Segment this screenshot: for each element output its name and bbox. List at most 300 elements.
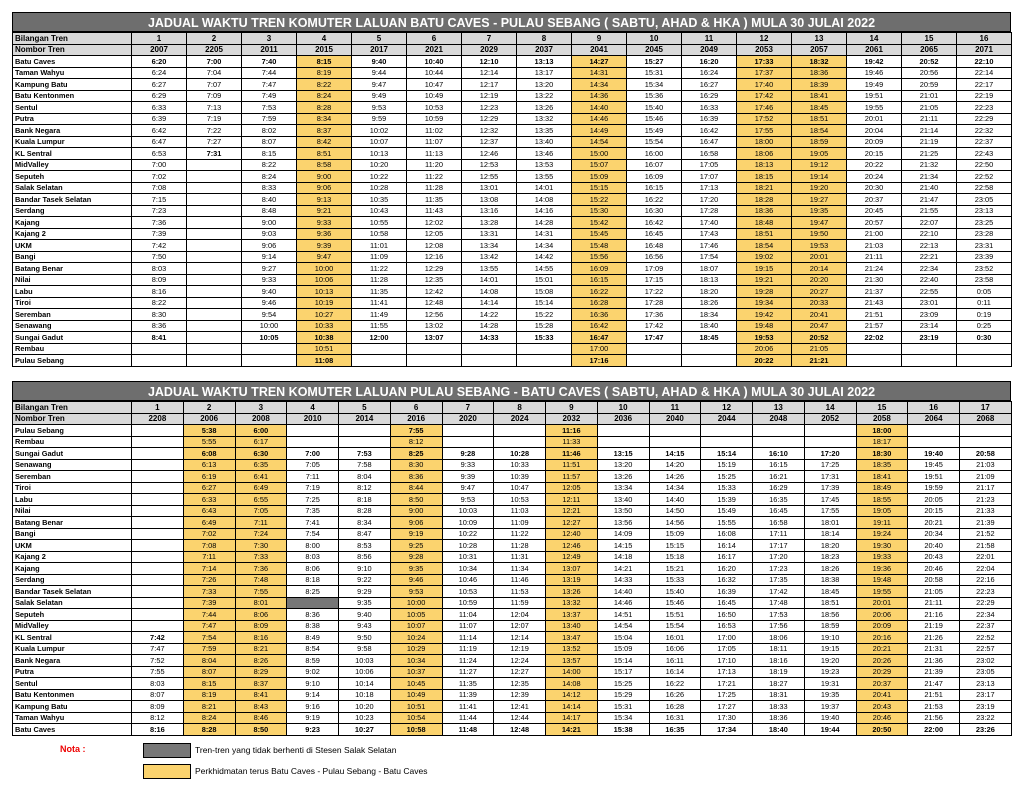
time-cell: 16:28: [572, 297, 627, 309]
time-cell: 9:53: [442, 494, 494, 506]
station-name: Putra: [13, 113, 132, 125]
time-cell: [804, 436, 856, 448]
time-cell: 20:01: [847, 113, 902, 125]
time-cell: 22:01: [960, 551, 1012, 563]
time-cell: 17:55: [804, 505, 856, 517]
time-cell: 16:15: [753, 459, 805, 471]
time-cell: 21:57: [847, 320, 902, 332]
time-cell: 12:02: [407, 217, 462, 229]
time-cell: 15:49: [701, 505, 753, 517]
time-cell: 11:22: [352, 263, 407, 275]
time-cell: 8:40: [242, 194, 297, 206]
time-cell: 7:42: [132, 632, 184, 644]
time-cell: 19:53: [737, 332, 792, 344]
time-cell: 20:26: [856, 655, 908, 667]
station-row: [13, 56, 1012, 68]
grey-swatch: [143, 743, 191, 758]
time-cell: [132, 551, 184, 563]
time-cell: 7:40: [242, 56, 297, 68]
nombor-tren-cell: 2048: [753, 413, 805, 425]
time-cell: 13:26: [517, 102, 572, 114]
time-cell: [132, 459, 184, 471]
time-cell: 16:26: [649, 689, 701, 701]
time-cell: 11:33: [546, 436, 598, 448]
nombor-tren-label: Nombor Tren: [13, 44, 132, 56]
time-cell: 17:16: [572, 355, 627, 367]
time-cell: 11:03: [494, 505, 546, 517]
station-name: Batu Kentonmen: [13, 689, 132, 701]
station-name: UKM: [13, 540, 132, 552]
time-cell: 21:00: [847, 228, 902, 240]
time-cell: 20:41: [856, 689, 908, 701]
time-cell: [187, 320, 242, 332]
nombor-tren-cell: 2068: [960, 413, 1012, 425]
time-cell: 8:12: [132, 712, 184, 724]
time-cell: 10:58: [352, 228, 407, 240]
time-cell: 7:54: [183, 632, 235, 644]
bilangan-tren-cell: 12: [701, 402, 753, 414]
time-cell: 13:22: [517, 90, 572, 102]
bottom-timetable-table: [12, 401, 1012, 736]
station-name: MidValley: [13, 620, 132, 632]
time-cell: 12:55: [462, 171, 517, 183]
time-cell: 15:40: [627, 102, 682, 114]
nombor-tren-cell: 2011: [242, 44, 297, 56]
time-cell: 14:08: [517, 194, 572, 206]
time-cell: 23:05: [960, 666, 1012, 678]
time-cell: 12:19: [462, 90, 517, 102]
time-cell: 14:27: [572, 56, 627, 68]
time-cell: 13:52: [546, 643, 598, 655]
time-cell: 20:21: [856, 643, 908, 655]
station-name: Bandar Tasek Selatan: [13, 194, 132, 206]
time-cell: 16:17: [701, 551, 753, 563]
time-cell: 8:22: [297, 79, 352, 91]
station-row: [13, 712, 1012, 724]
bilangan-tren-cell: 14: [804, 402, 856, 414]
time-cell: 15:33: [649, 574, 701, 586]
station-name: Sungai Gadut: [13, 448, 132, 460]
time-cell: 7:47: [132, 643, 184, 655]
time-cell: 13:53: [517, 159, 572, 171]
time-cell: 21:11: [902, 113, 957, 125]
station-name: Taman Wahyu: [13, 67, 132, 79]
time-cell: 8:04: [339, 471, 391, 483]
time-cell: [132, 540, 184, 552]
time-cell: 19:59: [908, 482, 960, 494]
time-cell: 22:52: [960, 632, 1012, 644]
time-cell: 12:42: [407, 286, 462, 298]
time-cell: 23:52: [957, 263, 1012, 275]
time-cell: 0:30: [957, 332, 1012, 344]
time-cell: 21:40: [902, 182, 957, 194]
time-cell: 15:01: [517, 274, 572, 286]
time-cell: 14:54: [597, 620, 649, 632]
time-cell: 11:39: [442, 689, 494, 701]
station-name: Seputeh: [13, 171, 132, 183]
time-cell: 19:30: [856, 540, 908, 552]
time-cell: 0:25: [957, 320, 1012, 332]
station-row: [13, 609, 1012, 621]
time-cell: 8:19: [183, 689, 235, 701]
time-cell: 23:19: [902, 332, 957, 344]
time-cell: 16:10: [753, 448, 805, 460]
time-cell: [187, 297, 242, 309]
time-cell: [132, 494, 184, 506]
time-cell: 14:08: [462, 286, 517, 298]
time-cell: 21:11: [847, 251, 902, 263]
time-cell: [957, 355, 1012, 367]
time-cell: 10:22: [352, 171, 407, 183]
time-cell: 7:58: [339, 459, 391, 471]
time-cell: 19:02: [737, 251, 792, 263]
time-cell: 16:56: [627, 251, 682, 263]
time-cell: 15:42: [572, 217, 627, 229]
time-cell: 7:36: [132, 217, 187, 229]
time-cell: 22:37: [957, 136, 1012, 148]
time-cell: 23:28: [957, 228, 1012, 240]
time-cell: 7:30: [235, 540, 287, 552]
station-row: [13, 574, 1012, 586]
time-cell: 6:19: [183, 471, 235, 483]
time-cell: 23:26: [960, 724, 1012, 736]
time-cell: 8:16: [235, 632, 287, 644]
station-name: Kampung Batu: [13, 701, 132, 713]
time-cell: 10:00: [390, 597, 442, 609]
time-cell: 12:35: [407, 274, 462, 286]
time-cell: 8:18: [339, 494, 391, 506]
time-cell: 7:19: [187, 113, 242, 125]
time-cell: 13:13: [517, 56, 572, 68]
time-cell: [407, 343, 462, 355]
time-cell: 8:41: [235, 689, 287, 701]
time-cell: 13:42: [462, 251, 517, 263]
time-cell: 10:03: [442, 505, 494, 517]
time-cell: 12:29: [462, 113, 517, 125]
time-cell: 9:54: [242, 309, 297, 321]
time-cell: 13:02: [407, 320, 462, 332]
time-cell: 7:35: [287, 505, 339, 517]
time-cell: 17:48: [753, 597, 805, 609]
time-cell: 10:34: [390, 655, 442, 667]
time-cell: 23:01: [902, 297, 957, 309]
time-cell: 19:55: [856, 586, 908, 598]
time-cell: 10:58: [390, 724, 442, 736]
time-cell: 12:41: [494, 701, 546, 713]
time-cell: [187, 274, 242, 286]
time-cell: 9:23: [287, 724, 339, 736]
station-name: Sentul: [13, 102, 132, 114]
time-cell: 13:46: [517, 148, 572, 160]
time-cell: 16:11: [649, 655, 701, 667]
time-cell: 15:25: [701, 471, 753, 483]
time-cell: 10:28: [352, 182, 407, 194]
station-name: Bandar Tasek Selatan: [13, 586, 132, 598]
time-cell: 6:27: [132, 79, 187, 91]
time-cell: [517, 355, 572, 367]
time-cell: [187, 182, 242, 194]
time-cell: 8:34: [339, 517, 391, 529]
time-cell: [132, 343, 187, 355]
time-cell: 16:42: [572, 320, 627, 332]
time-cell: 14:08: [546, 678, 598, 690]
time-cell: 18:45: [804, 586, 856, 598]
time-cell: 18:07: [682, 263, 737, 275]
time-cell: 7:13: [187, 102, 242, 114]
time-cell: 18:39: [792, 79, 847, 91]
time-cell: 6:41: [235, 471, 287, 483]
time-cell: 14:14: [546, 701, 598, 713]
time-cell: 10:28: [442, 540, 494, 552]
time-cell: 9:58: [339, 643, 391, 655]
station-row: [13, 263, 1012, 275]
time-cell: 20:09: [856, 620, 908, 632]
time-cell: 16:20: [701, 563, 753, 575]
time-cell: [132, 471, 184, 483]
time-cell: 20:29: [856, 666, 908, 678]
time-cell: 17:20: [753, 551, 805, 563]
time-cell: 18:27: [753, 678, 805, 690]
time-cell: 21:03: [847, 240, 902, 252]
time-cell: 14:01: [517, 182, 572, 194]
time-cell: 18:36: [753, 712, 805, 724]
time-cell: 22:50: [957, 159, 1012, 171]
nombor-tren-cell: 2037: [517, 44, 572, 56]
time-cell: [339, 425, 391, 437]
bilangan-tren-label: Bilangan Tren: [13, 402, 132, 414]
time-cell: 15:29: [597, 689, 649, 701]
time-cell: 22:17: [957, 79, 1012, 91]
time-cell: 9:00: [297, 171, 352, 183]
time-cell: 8:09: [235, 620, 287, 632]
time-cell: 12:56: [407, 309, 462, 321]
time-cell: 10:43: [352, 205, 407, 217]
time-cell: 16:01: [649, 632, 701, 644]
time-cell: 9:00: [242, 217, 297, 229]
station-name: Bangi: [13, 528, 132, 540]
station-name: MidValley: [13, 159, 132, 171]
time-cell: 21:36: [908, 655, 960, 667]
station-row: [13, 563, 1012, 575]
time-cell: 16:48: [627, 240, 682, 252]
time-cell: 12:48: [407, 297, 462, 309]
time-cell: 20:46: [856, 712, 908, 724]
time-cell: 7:31: [187, 148, 242, 160]
time-cell: 17:25: [804, 459, 856, 471]
time-cell: 7:23: [132, 205, 187, 217]
time-cell: 16:36: [572, 309, 627, 321]
station-name: Kuala Lumpur: [13, 136, 132, 148]
time-cell: 9:47: [352, 79, 407, 91]
time-cell: 8:29: [235, 666, 287, 678]
time-cell: 8:07: [183, 666, 235, 678]
time-cell: 8:48: [242, 205, 297, 217]
station-row: [13, 643, 1012, 655]
bilangan-tren-cell: 5: [339, 402, 391, 414]
time-cell: 8:37: [297, 125, 352, 137]
time-cell: 20:22: [737, 355, 792, 367]
time-cell: [682, 343, 737, 355]
time-cell: 9:39: [297, 240, 352, 252]
time-cell: 18:49: [856, 482, 908, 494]
time-cell: 17:17: [753, 540, 805, 552]
time-cell: 13:08: [462, 194, 517, 206]
time-cell: 18:32: [792, 56, 847, 68]
time-cell: 17:28: [682, 205, 737, 217]
time-cell: 19:20: [804, 655, 856, 667]
time-cell: 6:43: [183, 505, 235, 517]
station-name: UKM: [13, 240, 132, 252]
time-cell: 11:41: [442, 701, 494, 713]
bilangan-tren-cell: 6: [407, 33, 462, 45]
time-cell: 12:14: [462, 67, 517, 79]
time-cell: 8:15: [242, 148, 297, 160]
time-cell: 11:08: [297, 355, 352, 367]
time-cell: 9:22: [339, 574, 391, 586]
time-cell: 22:52: [957, 171, 1012, 183]
time-cell: 15:14: [701, 448, 753, 460]
time-cell: 15:25: [597, 678, 649, 690]
station-row: [13, 551, 1012, 563]
station-row: [13, 320, 1012, 332]
time-cell: 17:46: [682, 240, 737, 252]
time-cell: 7:05: [287, 459, 339, 471]
time-cell: 21:16: [908, 609, 960, 621]
time-cell: 8:16: [132, 724, 184, 736]
bilangan-tren-cell: 8: [517, 33, 572, 45]
time-cell: 20:40: [908, 540, 960, 552]
time-cell: 21:24: [847, 263, 902, 275]
time-cell: 7:59: [183, 643, 235, 655]
time-cell: 21:52: [960, 528, 1012, 540]
time-cell: 17:42: [753, 586, 805, 598]
time-cell: 10:55: [352, 217, 407, 229]
time-cell: 16:22: [572, 286, 627, 298]
time-cell: 16:07: [627, 159, 682, 171]
grey-legend-text: Tren-tren yang tidak berhenti di Stesen Salak Selatan: [195, 745, 397, 755]
time-cell: 19:34: [737, 297, 792, 309]
station-name: Pulau Sebang: [13, 355, 132, 367]
station-name: Rembau: [13, 343, 132, 355]
time-cell: 22:04: [960, 563, 1012, 575]
time-cell: 12:27: [546, 517, 598, 529]
time-cell: 7:00: [132, 159, 187, 171]
time-cell: 14:33: [597, 574, 649, 586]
time-cell: 9:40: [352, 56, 407, 68]
time-cell: 18:21: [737, 182, 792, 194]
time-cell: 6:13: [183, 459, 235, 471]
time-cell: 12:27: [494, 666, 546, 678]
time-cell: 14:00: [546, 666, 598, 678]
time-cell: 14:40: [649, 494, 701, 506]
time-cell: 7:44: [242, 67, 297, 79]
time-cell: 7:53: [339, 448, 391, 460]
time-cell: 8:01: [235, 597, 287, 609]
time-cell: [462, 343, 517, 355]
time-cell: 10:44: [407, 67, 462, 79]
time-cell: 14:01: [462, 274, 517, 286]
time-cell: 20:06: [737, 343, 792, 355]
time-cell: [494, 436, 546, 448]
time-cell: 9:27: [242, 263, 297, 275]
time-cell: 10:47: [494, 482, 546, 494]
nombor-tren-cell: 2036: [597, 413, 649, 425]
time-cell: 14:31: [517, 228, 572, 240]
time-cell: 12:49: [546, 551, 598, 563]
time-cell: 16:47: [572, 332, 627, 344]
nombor-tren-cell: 2049: [682, 44, 737, 56]
time-cell: 20:24: [847, 171, 902, 183]
nombor-tren-cell: 2017: [352, 44, 407, 56]
time-cell: 8:06: [235, 609, 287, 621]
time-cell: 18:00: [856, 425, 908, 437]
time-cell: 16:53: [701, 620, 753, 632]
nombor-tren-cell: 2058: [856, 413, 908, 425]
time-cell: 8:25: [390, 448, 442, 460]
station-row: [13, 586, 1012, 598]
time-cell: 7:00: [187, 56, 242, 68]
station-row: [13, 125, 1012, 137]
station-row: [13, 448, 1012, 460]
top-timetable: [12, 12, 1011, 367]
yellow-swatch: [143, 764, 191, 779]
time-cell: 10:14: [339, 678, 391, 690]
time-cell: 12:32: [462, 125, 517, 137]
time-cell: 20:09: [847, 136, 902, 148]
time-cell: 7:49: [242, 90, 297, 102]
time-cell: 10:23: [339, 712, 391, 724]
time-cell: 22:19: [957, 90, 1012, 102]
time-cell: 10:49: [407, 90, 462, 102]
time-cell: 15:31: [597, 701, 649, 713]
time-cell: 8:37: [235, 678, 287, 690]
time-cell: 8:19: [297, 67, 352, 79]
bilangan-tren-cell: 4: [297, 33, 352, 45]
time-cell: 21:33: [960, 505, 1012, 517]
time-cell: 8:00: [287, 540, 339, 552]
time-cell: 17:13: [682, 182, 737, 194]
station-name: Nilai: [13, 274, 132, 286]
time-cell: 13:07: [546, 563, 598, 575]
time-cell: 10:00: [242, 320, 297, 332]
time-cell: 9:53: [352, 102, 407, 114]
time-cell: 8:46: [235, 712, 287, 724]
time-cell: 6:33: [183, 494, 235, 506]
time-cell: [753, 425, 805, 437]
time-cell: 11:22: [407, 171, 462, 183]
time-cell: 11:16: [546, 425, 598, 437]
time-cell: 16:20: [682, 56, 737, 68]
time-cell: 17:00: [572, 343, 627, 355]
time-cell: 7:39: [183, 597, 235, 609]
time-cell: 16:33: [682, 102, 737, 114]
time-cell: 19:53: [792, 240, 847, 252]
time-cell: 11:27: [442, 666, 494, 678]
time-cell: 14:15: [597, 540, 649, 552]
station-name: Kajang: [13, 563, 132, 575]
time-cell: 8:56: [339, 551, 391, 563]
station-row: [13, 678, 1012, 690]
time-cell: [442, 436, 494, 448]
time-cell: [339, 436, 391, 448]
time-cell: 18:51: [792, 113, 847, 125]
time-cell: 15:08: [517, 286, 572, 298]
time-cell: 20:20: [792, 274, 847, 286]
time-cell: 22:10: [957, 56, 1012, 68]
time-cell: 11:46: [546, 448, 598, 460]
time-cell: 9:33: [442, 459, 494, 471]
time-cell: 9:29: [339, 586, 391, 598]
